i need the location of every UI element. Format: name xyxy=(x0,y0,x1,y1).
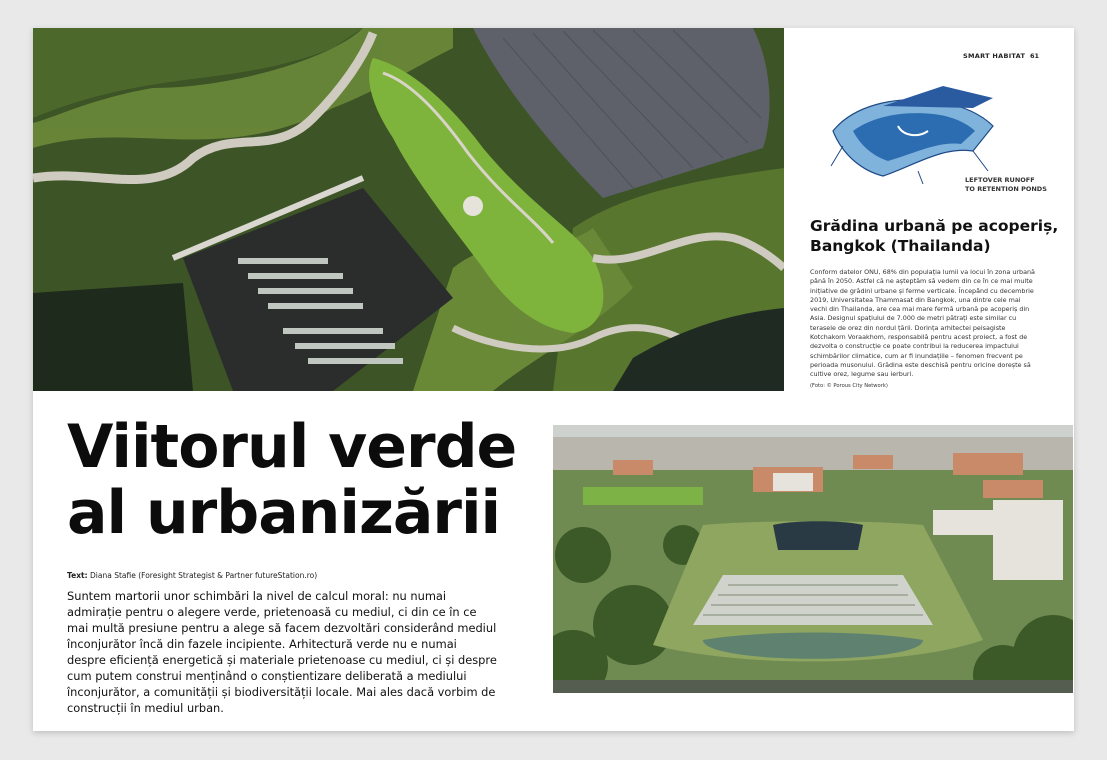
running-head: SMART HABITAT xyxy=(963,52,1026,60)
article-lead: Suntem martorii unor schimbări la nivel de calcul moral: nu numai admirație pentru o alegere verde, prietenoasă cu mediul, ci din ce în ce mai multă presiune pentru a alege să facem dezvoltări considerând mediul înconjurător încă din fazele incipiente. Arhitectură verde nu e numai despre eficiență energetică și materiale prietenoase cu mediul, ci și despre cum putem construi menținând o conștientizare deliberată a mediului înconjurător, a comunității și biodiversității locale. Mai ales dacă vorbim de construcții în mediul urban. xyxy=(67,589,497,715)
article-headline xyxy=(67,414,547,546)
headline-line: al urbanizării xyxy=(67,478,501,548)
photo-credit: (Foto: © Porous City Network) xyxy=(810,383,888,389)
diagram-caption-line: TO RETENTION PONDS xyxy=(965,185,1047,193)
sidebar-title-line: Grădina urbană pe acoperiș, xyxy=(810,217,1059,235)
magazine-page xyxy=(33,28,1074,731)
sidebar-title xyxy=(810,216,1060,256)
runoff-diagram-illustration xyxy=(823,76,1003,186)
page-number: 61 xyxy=(1030,52,1040,60)
byline-label: Text: xyxy=(67,571,88,580)
diagram-caption-line: LEFTOVER RUNOFF xyxy=(965,176,1035,184)
byline xyxy=(67,571,467,580)
sidebar-body: Conform datelor ONU, 68% din populația lumii va locui în zona urbană până în 2050. Astfel că ne așteptăm să vedem din ce în ce mai multe inițiative de grădini urbane și ferme verticale. Începând cu decembrie 2019, Universitatea Thammasat din Bangkok, una dintre cele mai vechi din Thailanda, are cea mai mare fermă urbană pe acoperiș din Asia. Designul spațiului de 7.000 de metri pătrați este similar cu terasele de orez din nordul țării. Dorința arhitectei peisagiste Kotchakorn Voraakhom, responsabilă pentru acest proiect, a fost de dezvolta o construcție ce poate contribui la reducerea impactului schimbărilor climatice, cum ar fi inundațiile – fenomen frecvent pe perioada musonului. Grădina este deschisă pentru oricine dorește să cultive orez, legume sau ierburi. xyxy=(810,268,1035,379)
campus-aerial-photo xyxy=(553,425,1073,693)
sidebar-title-line: Bangkok (Thailanda) xyxy=(810,237,991,255)
aerial-rooftop-garden-photo xyxy=(33,28,784,391)
headline-line: Viitorul verde xyxy=(67,412,517,482)
byline-value: Diana Stafie (Foresight Strategist & Partner futureStation.ro) xyxy=(87,571,318,580)
diagram-caption xyxy=(965,176,1055,194)
